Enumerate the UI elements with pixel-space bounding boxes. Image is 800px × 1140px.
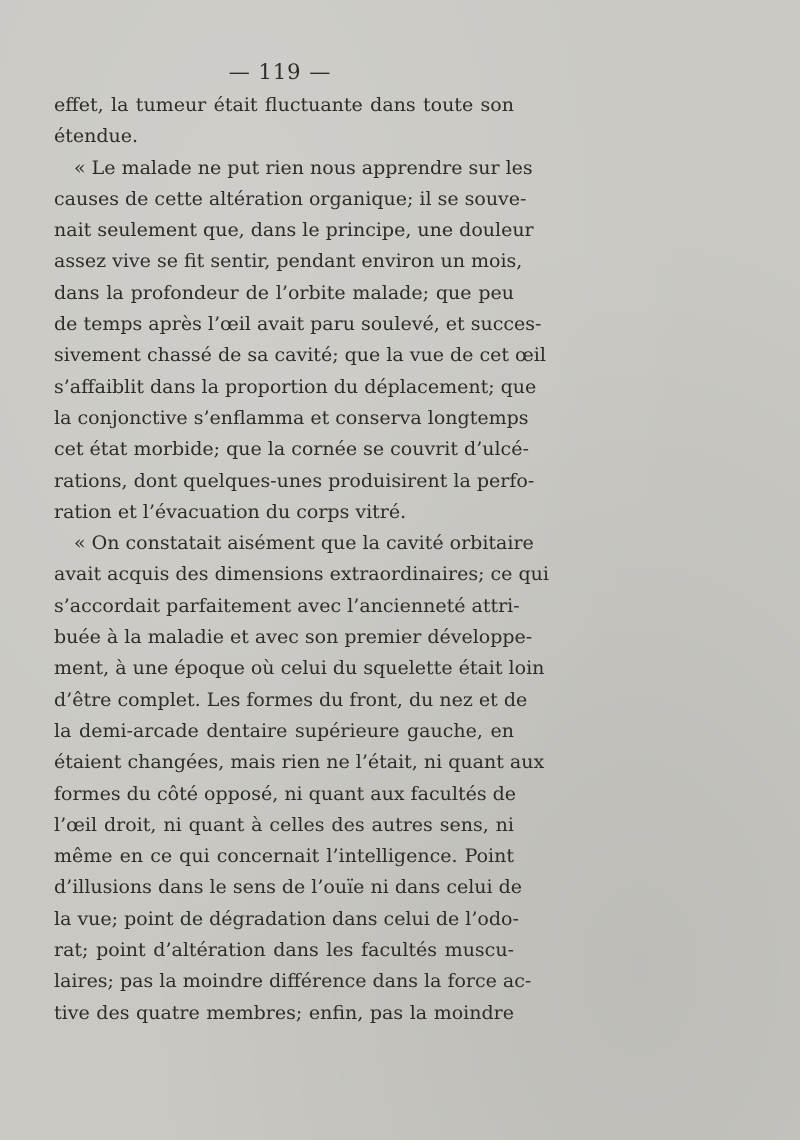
- text-line: étaient changées, mais rien ne l’était, ni quant aux: [54, 751, 545, 774]
- text-line: de temps après l’œil avait paru soulevé, et succes-: [54, 313, 542, 336]
- text-line: la demi-arcade dentaire supérieure gauche, en: [54, 719, 514, 742]
- text-line: laires; pas la moindre différence dans la force ac-: [54, 970, 532, 993]
- text-line: d’être complet. Les formes du front, du nez et de: [54, 688, 528, 711]
- body-text: [54, 90, 549, 1029]
- text-line: la vue; point de dégradation dans celui de l’odo-: [54, 907, 519, 930]
- text-line: « Le malade ne put rien nous apprendre sur les: [74, 156, 533, 179]
- text-line: ment, à une époque où celui du squelette était loin: [54, 657, 545, 680]
- text-line: formes du côté opposé, ni quant aux facultés de: [54, 782, 517, 805]
- text-line: même en ce qui concernait l’intelligence. Point: [54, 845, 514, 868]
- text-line: rat; point d’altération dans les facultés muscu-: [54, 939, 514, 962]
- text-line: rations, dont quelques-unes produisirent la perfo-: [54, 469, 535, 492]
- text-line: s’accordait parfaitement avec l’ancienneté attri-: [54, 594, 520, 617]
- text-line: nait seulement que, dans le principe, une douleur: [54, 219, 534, 242]
- text-line: avait acquis des dimensions extraordinaires; ce qui: [54, 563, 549, 586]
- text-line: étendue.: [54, 125, 139, 148]
- text-line: causes de cette altération organique; il se souve-: [54, 187, 527, 210]
- text-line: buée à la maladie et avec son premier développe-: [54, 626, 533, 649]
- text-line: effet, la tumeur était fluctuante dans toute son: [54, 94, 514, 116]
- text-line: la conjonctive s’enflamma et conserva longtemps: [54, 406, 529, 429]
- text-line: s’affaiblit dans la proportion du déplacement; que: [54, 375, 537, 398]
- text-line: assez vive se fit sentir, pendant environ un mois,: [54, 250, 523, 273]
- text-line: sivement chassé de sa cavité; que la vue de cet œil: [54, 344, 546, 367]
- text-line: l’œil droit, ni quant à celles des autres sens, ni: [54, 813, 514, 836]
- text-line: dans la profondeur de l’orbite malade; que peu: [54, 281, 514, 304]
- text-line: ration et l’évacuation du corps vitré.: [54, 500, 407, 523]
- text-line: tive des quatre membres; enfin, pas la moindre: [54, 1001, 514, 1024]
- text-line: « On constatait aisément que la cavité orbitaire: [74, 532, 534, 555]
- text-line: cet état morbide; que la cornée se couvrit d’ulcé-: [54, 438, 529, 461]
- page-number-header: — 119 —: [228, 60, 332, 84]
- text-line: d’illusions dans le sens de l’ouïe ni dans celui de: [54, 876, 523, 899]
